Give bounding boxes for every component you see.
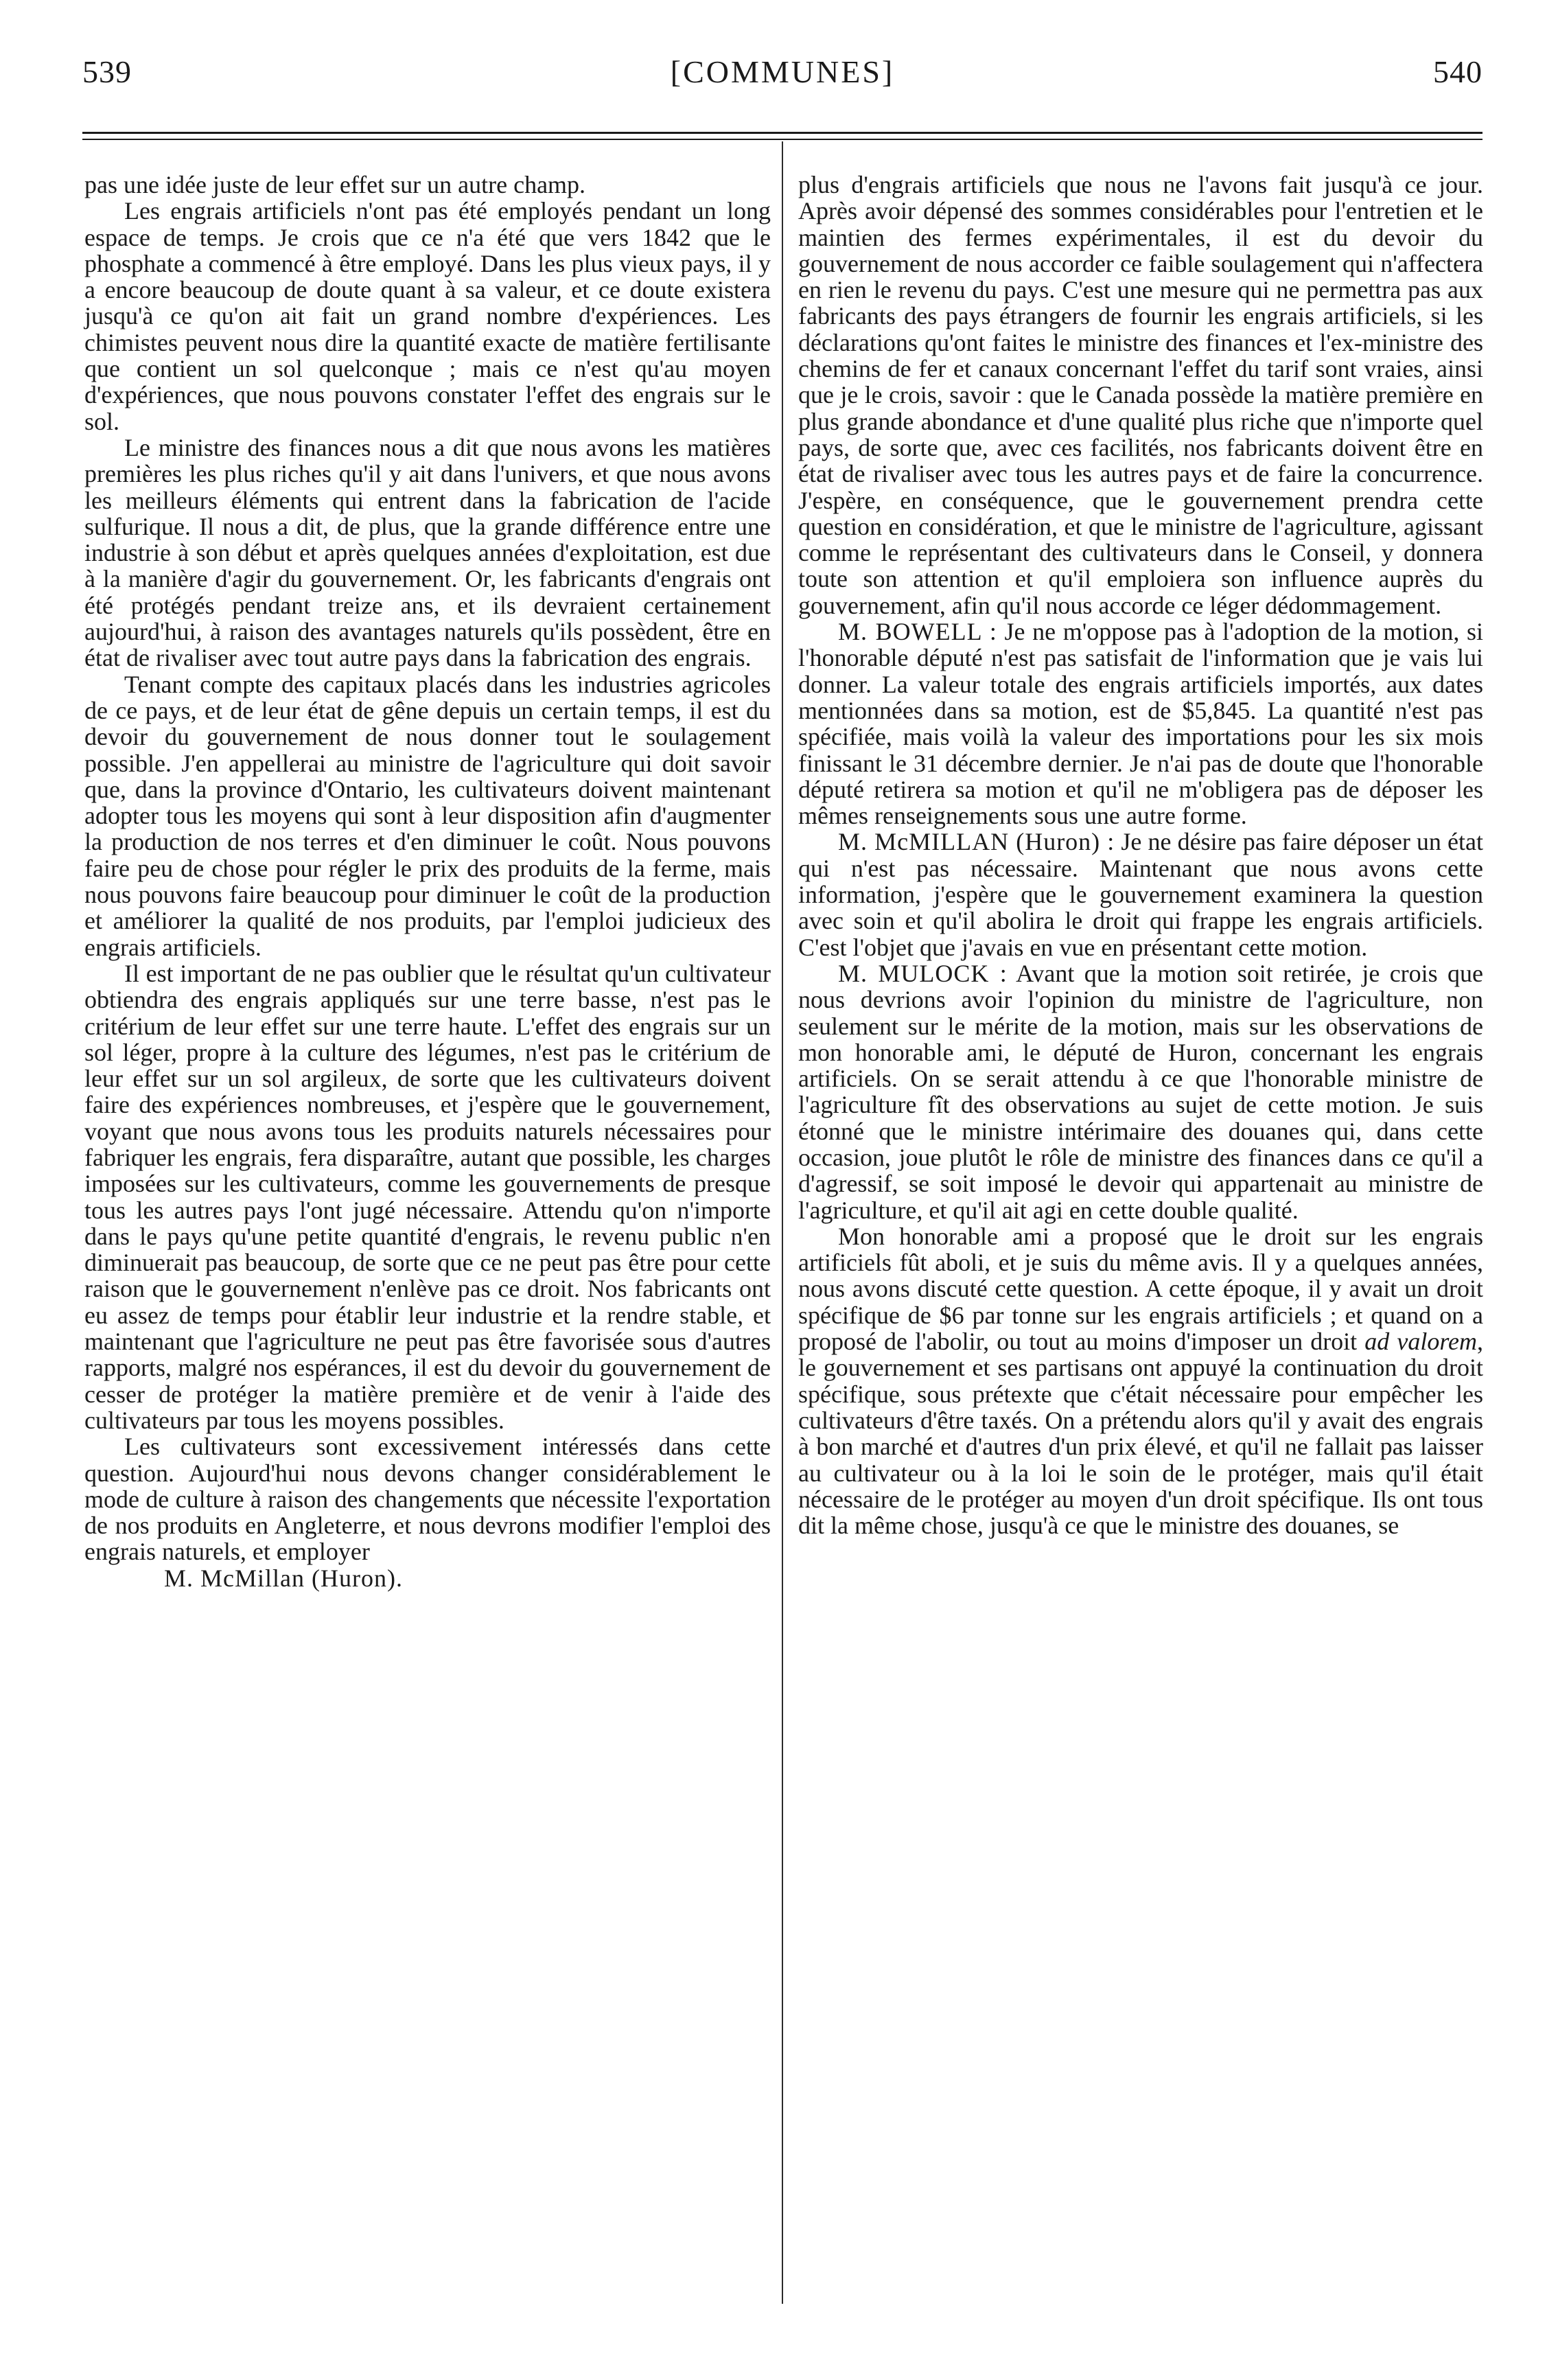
paragraph: plus d'engrais artificiels que nous ne l'avons fait jusqu'à ce jour. Après avoir dépensé des sommes considérables pour l'entretien et le maintien des fermes expérimentales, il est du devoir du gouvernement de nous accorder ce faible soulagement qui n'affectera en rien le revenu du pays. C'est une mesure qui ne permettra pas aux fabricants des pays étrangers de fournir les engrais artificiels, si les déclarations qu'ont faites le ministre des finances et l'ex-ministre des chemins de fer et canaux concernant l'effet du tarif sont vraies, ainsi que je le crois, savoir : que le Canada possède la matière première en plus grande abondance et d'une qualité plus riche que n'importe quel pays, de sorte que, avec ces facilités, nos fabricants doivent être en état de rivaliser avec tous les autres pays et de faire la concurrence. J'espère, en conséquence, que le gouvernement prendra cette question en considération, et que le ministre de l'agriculture, agissant comme le représentant des cultivateurs dans le Conseil, y donnera toute son attention et qu'il emploiera son influence auprès du gouvernement, afin qu'il nous accorde ce léger dédommagement.	[798, 171, 1483, 619]
italic-term: ad valorem	[1364, 1328, 1477, 1356]
speech-paragraph	[798, 829, 1483, 960]
paragraph: pas une idée juste de leur effet sur un autre champ.	[84, 171, 586, 198]
page-header	[82, 54, 1483, 102]
paragraph: Le ministre des finances nous a dit que nous avons les matières premières les plus riches qu'il y ait dans l'univers, et que nous avons les meilleurs éléments qui entrent dans la fabrication de l'acide sulfurique. Il nous a dit, de plus, que la grande différence entre une industrie à son début et après quelques années d'exploitation, est due à la manière d'agir du gouvernement. Or, les fabricants d'engrais ont été protégés pendant treize ans, et ils devraient certainement aujourd'hui, à raison des avantages naturels qu'ils possèdent, être en état de rivaliser avec tout autre pays dans la fabrication des engrais.	[84, 433, 771, 672]
column-divider	[782, 141, 783, 2304]
speech-paragraph	[798, 619, 1483, 829]
paragraph: Tenant compte des capitaux placés dans les industries agricoles de ce pays, et de leur état de gêne depuis un certain temps, il est du devoir du gouvernement de nous donner tout le soulagement possible. J'en appellerai au ministre de l'agriculture qui doit savoir que, dans la province d'Ontario, les cultivateurs doivent maintenant adopter tous les moyens qui sont à leur disposition afin d'augmenter la production de nos terres et d'en diminuer le coût. Nous pouvons faire peu de chose pour régler le prix des produits de la ferme, mais nous pouvons faire beaucoup pour diminuer le coût de la production et améliorer la qualité de nos produits, par l'emploi judicieux des engrais artificiels.	[84, 670, 771, 961]
paragraph: Il est important de ne pas oublier que le résultat qu'un cultivateur obtiendra des engrais appliqués sur une terre basse, n'est pas le critérium de leur effet sur une terre haute. L'effet des engrais sur un sol léger, propre à la culture des légumes, n'est pas le critérium de leur effet sur un sol argileux, de sorte que les cultivateurs doivent faire des expériences nombreuses, et j'espère que le gouvernement, voyant que nous avons tous les produits naturels nécessaires pour fabriquer les engrais, fera disparaître, autant que possible, les charges imposées sur les cultivateurs, comme les gouvernements de presque tous les autres pays l'ont jugé nécessaire. Attendu qu'on n'importe dans le pays qu'une petite quantité d'engrais, le revenu public n'en diminuerait pas beaucoup, de sorte que ce ne peut pas être pour cette raison que le gouvernement n'enlève pas ce droit. Nos fabricants ont eu assez de temps pour établir leur industrie et la rendre stable, et maintenant que l'agriculture ne peut pas être favorisée sous d'autres rapports, malgré nos espérances, il est du devoir du gouvernement de cesser de protéger la matière première et de venir à l'aide des cultivateurs par tous les moyens possibles.	[84, 959, 771, 1434]
header-rule-top	[82, 132, 1483, 134]
speech-text: Je ne m'oppose pas à l'adoption de la motion, si l'honorable député n'est pas satisfait de l'information que je vais lui donner. La valeur totale des engrais artificiels importés, aux dates mentionnées dans sa motion, est de $5,845. La quantité n'est pas spécifiée, mais voilà la valeur des importations pour les six mois finissant le 31 décembre dernier. Je n'ai pas de doute que l'honorable député retirera sa motion et qu'il ne m'obligera pas de déposer les mêmes renseignements sous une autre forme.	[798, 618, 1483, 830]
speech-paragraph	[798, 960, 1483, 1223]
speech-text: Avant que la motion soit retirée, je crois que nous devrions avoir l'opinion du ministre de l'agriculture, non seulement sur le mérite de la motion, mais sur les observations de mon honorable ami, le député de Huron, concernant les engrais artificiels. On se serait attendu à ce que l'honorable ministre de l'agriculture fît des observations au sujet de cette motion. Je suis étonné que le ministre intérimaire des douanes qui, dans cette occasion, joue plutôt le rôle de ministre des finances dans ce qu'il a d'agressif, se soit imposé le devoir qui appartenait au ministre de l'agriculture, et qu'il ait agi en cette double qualité.	[798, 959, 1484, 1224]
right-column	[798, 172, 1483, 1538]
paragraph-text: Mon honorable ami a proposé que le droit sur les engrais artificiels fût aboli, et je suis du même avis. Il y a quelques années, nous avons discuté cette question. A cette époque, il y avait un droit spécifique de $6 par tonne sur les engrais artificiels ; et quand on a proposé de l'abolir, ou tout au moins d'imposer un droit	[798, 1222, 1483, 1356]
page-number-right: 540	[1433, 54, 1483, 89]
running-footer: M. McMillan (Huron).	[164, 1564, 403, 1592]
paragraph: Les cultivateurs sont excessivement intéressés dans cette question. Aujourd'hui nous devons changer considérablement le mode de culture à raison des changements que nécessite l'exportation de nos produits en Angleterre, et nous devrons modifier l'emploi des engrais naturels, et employer	[84, 1433, 771, 1566]
speaker-name: M. BOWELL :	[838, 618, 997, 646]
header-rule-bottom	[82, 139, 1483, 140]
speech-text: Je ne désire pas faire déposer un état qui n'est pas nécessaire. Maintenant que nous avons cette information, j'espère que le gouvernement examinera la question avec soin et qu'il abolira le droit qui frappe les engrais artificiels. C'est l'objet que j'avais en vue en présentant cette motion.	[798, 828, 1484, 961]
paragraph	[798, 1223, 1483, 1539]
page-number-left: 539	[82, 54, 132, 89]
paragraph-text: , le gouvernement et ses partisans ont appuyé la continuation du droit spécifique, sous prétexte que c'était nécessaire pour empêcher les cultivateurs d'être taxés. On a prétendu alors qu'il y avait des engrais à bon marché et d'autres d'un prix élevé, et qu'il ne fallait pas laisser au cultivateur ou à la loi le soin de le protéger, mais qu'il était nécessaire de le protéger au moyen d'un droit spécifique. Ils ont tous dit la même chose, jusqu'à ce que le ministre des douanes, se	[798, 1328, 1483, 1540]
header-title: [COMMUNES]	[670, 54, 895, 89]
paragraph: Les engrais artificiels n'ont pas été employés pendant un long espace de temps. Je crois que ce n'a été que vers 1842 que le phosphate a commencé à être employé. Dans les plus vieux pays, il y a encore beaucoup de doute quant à sa valeur, et ce doute existera jusqu'à ce qu'on ait fait un grand nombre d'expériences. Les chimistes peuvent nous dire la quantité exacte de matière fertilisante que contient un sol quelconque ; mais ce n'est qu'au moyen d'expériences, que nous pouvons constater l'effet des engrais sur le sol.	[84, 197, 771, 435]
speaker-name: M. McMILLAN (Huron) :	[838, 828, 1115, 856]
left-column	[84, 172, 771, 1591]
speaker-name: M. MULOCK :	[838, 959, 1008, 987]
